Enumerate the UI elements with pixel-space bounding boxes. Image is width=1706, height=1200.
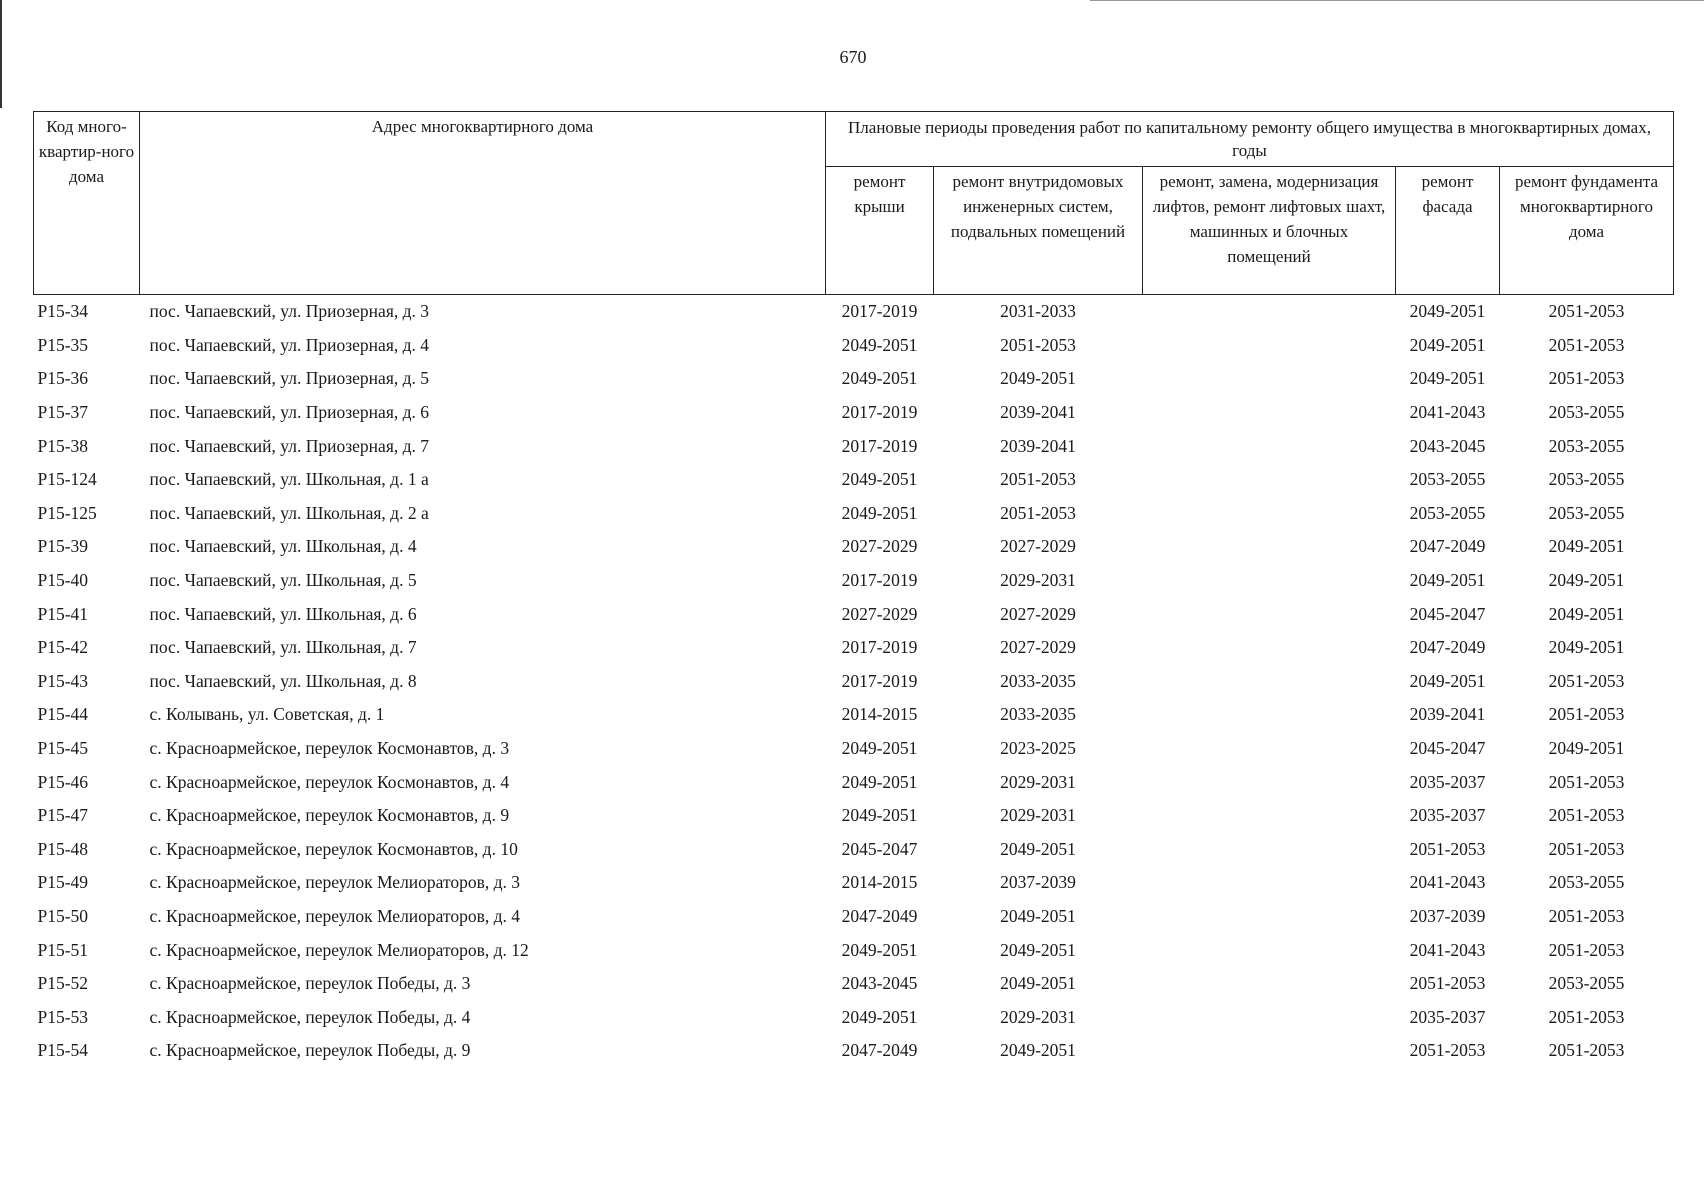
- cell-address: с. Колывань, ул. Советская, д. 1: [149, 704, 385, 725]
- cell-facade: 2045-2047: [1409, 738, 1486, 759]
- cell-facade: 2051-2053: [1409, 838, 1486, 859]
- cell-roof: 2017-2019: [841, 435, 918, 456]
- cell-address: пос. Чапаевский, ул. Приозерная, д. 6: [149, 402, 430, 423]
- cell-facade: 2049-2051: [1409, 670, 1486, 691]
- cell-address: с. Красноармейское, переулок Мелиораторов, д. 3: [149, 872, 521, 893]
- cell-address: пос. Чапаевский, ул. Приозерная, д. 4: [149, 334, 430, 355]
- cell-address: с. Красноармейское, переулок Космонавтов, д. 10: [149, 838, 518, 859]
- table-row: [34, 1034, 1674, 1068]
- table-row: [34, 631, 1674, 665]
- cell-roof: 2049-2051: [841, 738, 918, 759]
- header-code: Код много-квартир-ного дома: [34, 112, 140, 295]
- cell-roof: 2017-2019: [841, 670, 918, 691]
- table-row: [34, 429, 1674, 463]
- cell-foundation: 2051-2053: [1548, 704, 1625, 725]
- cell-facade: 2049-2051: [1409, 301, 1486, 322]
- cell-lifts: [1143, 429, 1396, 463]
- cell-lifts: [1143, 900, 1396, 934]
- cell-foundation: 2051-2053: [1548, 838, 1625, 859]
- cell-lifts: [1143, 665, 1396, 699]
- cell-roof: 2017-2019: [841, 637, 918, 658]
- cell-foundation: 2053-2055: [1548, 402, 1625, 423]
- table-row: [34, 463, 1674, 497]
- cell-code: P15-47: [37, 805, 89, 826]
- cell-code: P15-37: [37, 402, 89, 423]
- cell-roof: 2043-2045: [841, 973, 918, 994]
- cell-address: с. Красноармейское, переулок Космонавтов, д. 3: [149, 738, 510, 759]
- cell-address: пос. Чапаевский, ул. Приозерная, д. 5: [149, 368, 430, 389]
- cell-facade: 2041-2043: [1409, 872, 1486, 893]
- cell-facade: 2039-2041: [1409, 704, 1486, 725]
- cell-facade: 2049-2051: [1409, 570, 1486, 591]
- cell-foundation: 2051-2053: [1548, 771, 1625, 792]
- table-row: [34, 833, 1674, 867]
- cell-code: P15-44: [37, 704, 89, 725]
- cell-engineering: 2033-2035: [1000, 704, 1076, 725]
- cell-roof: 2049-2051: [841, 469, 918, 490]
- table-row: [34, 933, 1674, 967]
- cell-lifts: [1143, 1000, 1396, 1034]
- cell-engineering: 2027-2029: [1000, 637, 1076, 658]
- cell-facade: 2043-2045: [1409, 435, 1486, 456]
- cell-code: P15-125: [37, 502, 97, 523]
- cell-facade: 2035-2037: [1409, 805, 1486, 826]
- cell-lifts: [1143, 530, 1396, 564]
- cell-foundation: 2051-2053: [1548, 334, 1625, 355]
- header-address: Адрес многоквартирного дома: [140, 112, 826, 295]
- cell-foundation: 2051-2053: [1548, 1006, 1625, 1027]
- cell-facade: 2053-2055: [1409, 502, 1486, 523]
- cell-facade: 2035-2037: [1409, 1006, 1486, 1027]
- cell-code: P15-40: [37, 570, 89, 591]
- table-row: [34, 732, 1674, 766]
- cell-engineering: 2029-2031: [1000, 570, 1076, 591]
- cell-engineering: 2051-2053: [1000, 502, 1076, 523]
- cell-lifts: [1143, 866, 1396, 900]
- cell-roof: 2049-2051: [841, 1006, 918, 1027]
- table-row: [34, 564, 1674, 598]
- header-planned-periods: Плановые периоды проведения работ по капитальному ремонту общего имущества в многоквартирных домах, годы: [826, 112, 1674, 167]
- cell-roof: 2014-2015: [841, 872, 918, 893]
- table-row: [34, 967, 1674, 1001]
- cell-address: с. Красноармейское, переулок Мелиораторов, д. 12: [149, 939, 529, 960]
- cell-roof: 2017-2019: [841, 301, 918, 322]
- cell-facade: 2047-2049: [1409, 536, 1486, 557]
- cell-engineering: 2031-2033: [1000, 301, 1076, 322]
- header-roof: ремонт крыши: [826, 167, 934, 295]
- cell-address: пос. Чапаевский, ул. Школьная, д. 4: [149, 536, 417, 557]
- cell-lifts: [1143, 933, 1396, 967]
- cell-engineering: 2049-2051: [1000, 1040, 1076, 1061]
- cell-facade: 2037-2039: [1409, 905, 1486, 926]
- cell-foundation: 2053-2055: [1548, 469, 1625, 490]
- header-foundation: ремонт фундамента многоквартирного дома: [1500, 167, 1674, 295]
- cell-address: с. Красноармейское, переулок Победы, д. 9: [149, 1040, 471, 1061]
- cell-facade: 2041-2043: [1409, 939, 1486, 960]
- table-body: [34, 295, 1674, 1068]
- cell-engineering: 2049-2051: [1000, 939, 1076, 960]
- cell-code: P15-38: [37, 435, 89, 456]
- cell-address: пос. Чапаевский, ул. Школьная, д. 8: [149, 670, 417, 691]
- cell-lifts: [1143, 631, 1396, 665]
- cell-lifts: [1143, 396, 1396, 430]
- cell-address: пос. Чапаевский, ул. Школьная, д. 2 а: [149, 502, 429, 523]
- cell-foundation: 2053-2055: [1548, 872, 1625, 893]
- cell-code: P15-54: [37, 1040, 89, 1061]
- table-row: [34, 1000, 1674, 1034]
- cell-code: P15-34: [37, 301, 89, 322]
- cell-foundation: 2051-2053: [1548, 939, 1625, 960]
- cell-code: P15-124: [37, 469, 97, 490]
- cell-engineering: 2051-2053: [1000, 469, 1076, 490]
- cell-foundation: 2051-2053: [1548, 301, 1625, 322]
- cell-roof: 2027-2029: [841, 603, 918, 624]
- cell-facade: 2041-2043: [1409, 402, 1486, 423]
- table-row: [34, 799, 1674, 833]
- header-lifts: ремонт, замена, модернизация лифтов, ремонт лифтовых шахт, машинных и блочных помещений: [1143, 167, 1396, 295]
- cell-address: с. Красноармейское, переулок Победы, д. 3: [149, 973, 471, 994]
- cell-foundation: 2053-2055: [1548, 435, 1625, 456]
- cell-engineering: 2029-2031: [1000, 805, 1076, 826]
- page-number: 670: [839, 47, 867, 67]
- cell-foundation: 2051-2053: [1548, 905, 1625, 926]
- cell-engineering: 2051-2053: [1000, 334, 1076, 355]
- cell-lifts: [1143, 329, 1396, 363]
- cell-code: P15-53: [37, 1006, 89, 1027]
- cell-facade: 2049-2051: [1409, 368, 1486, 389]
- cell-facade: 2051-2053: [1409, 973, 1486, 994]
- header-engineering: ремонт внутридомовых инженерных систем, подвальных помещений: [934, 167, 1143, 295]
- cell-roof: 2045-2047: [841, 838, 918, 859]
- table-row: [34, 665, 1674, 699]
- cell-roof: 2017-2019: [841, 402, 918, 423]
- table-row: [34, 597, 1674, 631]
- header-facade: ремонт фасада: [1396, 167, 1500, 295]
- cell-lifts: [1143, 497, 1396, 531]
- cell-code: P15-36: [37, 368, 89, 389]
- table-row: [34, 530, 1674, 564]
- scan-top-mark: [1090, 0, 1704, 1]
- table-row: [34, 900, 1674, 934]
- cell-roof: 2014-2015: [841, 704, 918, 725]
- cell-lifts: [1143, 362, 1396, 396]
- cell-foundation: 2049-2051: [1548, 603, 1625, 624]
- table-row: [34, 362, 1674, 396]
- cell-address: пос. Чапаевский, ул. Школьная, д. 5: [149, 570, 417, 591]
- table-row: [34, 396, 1674, 430]
- cell-lifts: [1143, 564, 1396, 598]
- cell-roof: 2049-2051: [841, 805, 918, 826]
- cell-foundation: 2053-2055: [1548, 973, 1625, 994]
- cell-address: с. Красноармейское, переулок Мелиораторов, д. 4: [149, 905, 521, 926]
- cell-address: с. Красноармейское, переулок Космонавтов, д. 9: [149, 805, 510, 826]
- cell-lifts: [1143, 833, 1396, 867]
- cell-foundation: 2049-2051: [1548, 536, 1625, 557]
- cell-lifts: [1143, 698, 1396, 732]
- cell-foundation: 2051-2053: [1548, 670, 1625, 691]
- cell-code: P15-41: [37, 603, 89, 624]
- cell-roof: 2049-2051: [841, 939, 918, 960]
- cell-engineering: 2029-2031: [1000, 1006, 1076, 1027]
- cell-roof: 2049-2051: [841, 502, 918, 523]
- cell-engineering: 2039-2041: [1000, 402, 1076, 423]
- cell-code: P15-45: [37, 738, 89, 759]
- cell-roof: 2027-2029: [841, 536, 918, 557]
- cell-lifts: [1143, 1034, 1396, 1068]
- cell-engineering: 2049-2051: [1000, 368, 1076, 389]
- cell-code: P15-50: [37, 905, 89, 926]
- cell-roof: 2049-2051: [841, 334, 918, 355]
- cell-engineering: 2023-2025: [1000, 738, 1076, 759]
- cell-lifts: [1143, 597, 1396, 631]
- cell-code: P15-42: [37, 637, 89, 658]
- cell-code: P15-51: [37, 939, 89, 960]
- cell-roof: 2049-2051: [841, 368, 918, 389]
- cell-engineering: 2049-2051: [1000, 905, 1076, 926]
- cell-roof: 2047-2049: [841, 1040, 918, 1061]
- cell-code: P15-35: [37, 334, 89, 355]
- cell-facade: 2035-2037: [1409, 771, 1486, 792]
- cell-foundation: 2049-2051: [1548, 738, 1625, 759]
- cell-lifts: [1143, 732, 1396, 766]
- table-row: [34, 866, 1674, 900]
- cell-code: P15-43: [37, 670, 89, 691]
- cell-lifts: [1143, 295, 1396, 329]
- table-row: [34, 295, 1674, 329]
- cell-address: пос. Чапаевский, ул. Приозерная, д. 7: [149, 435, 430, 456]
- cell-roof: 2047-2049: [841, 905, 918, 926]
- cell-foundation: 2049-2051: [1548, 570, 1625, 591]
- cell-foundation: 2051-2053: [1548, 1040, 1625, 1061]
- cell-address: пос. Чапаевский, ул. Школьная, д. 7: [149, 637, 417, 658]
- cell-code: P15-48: [37, 838, 89, 859]
- table-row: [34, 698, 1674, 732]
- cell-facade: 2047-2049: [1409, 637, 1486, 658]
- cell-foundation: 2051-2053: [1548, 805, 1625, 826]
- cell-lifts: [1143, 799, 1396, 833]
- cell-roof: 2049-2051: [841, 771, 918, 792]
- cell-facade: 2045-2047: [1409, 603, 1486, 624]
- cell-code: P15-49: [37, 872, 89, 893]
- cell-engineering: 2027-2029: [1000, 536, 1076, 557]
- cell-code: P15-46: [37, 771, 89, 792]
- cell-engineering: 2039-2041: [1000, 435, 1076, 456]
- cell-engineering: 2027-2029: [1000, 603, 1076, 624]
- cell-engineering: 2049-2051: [1000, 838, 1076, 859]
- cell-address: с. Красноармейское, переулок Космонавтов, д. 4: [149, 771, 510, 792]
- cell-engineering: 2049-2051: [1000, 973, 1076, 994]
- cell-engineering: 2029-2031: [1000, 771, 1076, 792]
- cell-address: пос. Чапаевский, ул. Школьная, д. 6: [149, 603, 417, 624]
- cell-code: P15-52: [37, 973, 89, 994]
- table-row: [34, 497, 1674, 531]
- cell-facade: 2051-2053: [1409, 1040, 1486, 1061]
- cell-engineering: 2037-2039: [1000, 872, 1076, 893]
- cell-foundation: 2049-2051: [1548, 637, 1625, 658]
- table-row: [34, 329, 1674, 363]
- cell-address: пос. Чапаевский, ул. Приозерная, д. 3: [149, 301, 430, 322]
- cell-lifts: [1143, 967, 1396, 1001]
- cell-foundation: 2051-2053: [1548, 368, 1625, 389]
- cell-facade: 2053-2055: [1409, 469, 1486, 490]
- cell-foundation: 2053-2055: [1548, 502, 1625, 523]
- cell-roof: 2017-2019: [841, 570, 918, 591]
- table-row: [34, 765, 1674, 799]
- cell-address: пос. Чапаевский, ул. Школьная, д. 1 а: [149, 469, 429, 490]
- table-header: [34, 112, 1674, 295]
- capital-repair-schedule-table: [33, 111, 1674, 1068]
- cell-lifts: [1143, 765, 1396, 799]
- cell-code: P15-39: [37, 536, 89, 557]
- cell-facade: 2049-2051: [1409, 334, 1486, 355]
- cell-address: с. Красноармейское, переулок Победы, д. 4: [149, 1006, 471, 1027]
- cell-engineering: 2033-2035: [1000, 670, 1076, 691]
- cell-lifts: [1143, 463, 1396, 497]
